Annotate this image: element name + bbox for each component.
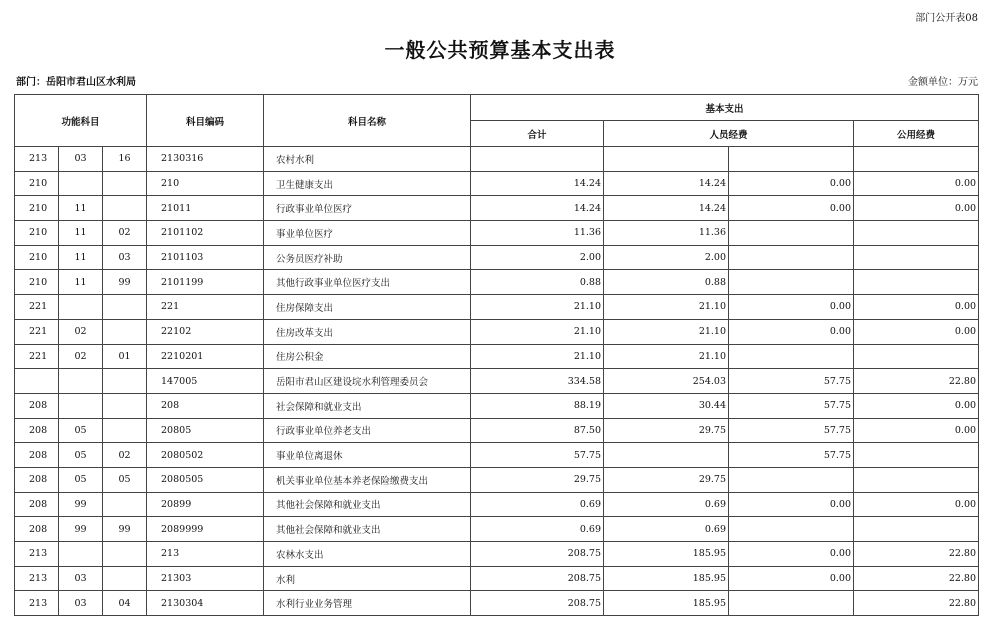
cell-sub: 01 (103, 344, 147, 369)
cell-personnel: 185.95 (604, 542, 729, 567)
cell-item (59, 393, 103, 418)
cell-code: 22102 (147, 319, 264, 344)
cell-class: 210 (15, 270, 59, 295)
table-row (15, 319, 979, 344)
cell-public (854, 443, 979, 468)
header-subject-name: 科目名称 (264, 95, 471, 147)
cell-total: 21.10 (471, 319, 604, 344)
table-row (15, 171, 979, 196)
table-row (15, 591, 979, 616)
header-total: 合计 (471, 121, 604, 147)
cell-code: 20805 (147, 418, 264, 443)
cell-class: 213 (15, 566, 59, 591)
cell-total: 14.24 (471, 196, 604, 221)
table-row (15, 147, 979, 172)
cell-item: 11 (59, 196, 103, 221)
cell-public: 0.00 (854, 418, 979, 443)
cell-total: 14.24 (471, 171, 604, 196)
cell-personnel-extra: 0.00 (729, 566, 854, 591)
cell-name: 水利行业业务管理 (264, 591, 471, 616)
cell-class: 208 (15, 492, 59, 517)
cell-name: 水利 (264, 566, 471, 591)
table-row (15, 221, 979, 246)
cell-personnel: 0.69 (604, 517, 729, 542)
cell-total: 0.69 (471, 492, 604, 517)
cell-personnel-extra (729, 517, 854, 542)
cell-code: 213 (147, 542, 264, 567)
cell-name: 农村水利 (264, 147, 471, 172)
cell-class: 213 (15, 591, 59, 616)
cell-total: 87.50 (471, 418, 604, 443)
cell-personnel-extra (729, 344, 854, 369)
cell-item: 99 (59, 517, 103, 542)
cell-item: 99 (59, 492, 103, 517)
cell-item: 02 (59, 344, 103, 369)
cell-item: 02 (59, 319, 103, 344)
cell-code: 21303 (147, 566, 264, 591)
cell-public: 0.00 (854, 393, 979, 418)
cell-class: 208 (15, 443, 59, 468)
cell-personnel (604, 147, 729, 172)
cell-sub: 04 (103, 591, 147, 616)
cell-personnel-extra: 57.75 (729, 369, 854, 394)
cell-class: 213 (15, 542, 59, 567)
cell-code: 2089999 (147, 517, 264, 542)
cell-total: 208.75 (471, 542, 604, 567)
cell-item (59, 295, 103, 320)
cell-personnel-extra: 0.00 (729, 295, 854, 320)
cell-total: 208.75 (471, 566, 604, 591)
cell-sub (103, 393, 147, 418)
table-row (15, 245, 979, 270)
cell-personnel-extra: 57.75 (729, 443, 854, 468)
cell-code: 147005 (147, 369, 264, 394)
cell-public: 0.00 (854, 196, 979, 221)
header-func-subject: 功能科目 (15, 95, 147, 147)
cell-code: 210 (147, 171, 264, 196)
cell-sub (103, 319, 147, 344)
cell-name: 住房改革支出 (264, 319, 471, 344)
table-row (15, 566, 979, 591)
cell-item: 11 (59, 221, 103, 246)
cell-personnel-extra: 57.75 (729, 393, 854, 418)
cell-personnel: 185.95 (604, 566, 729, 591)
table-row (15, 443, 979, 468)
cell-name: 行政事业单位医疗 (264, 196, 471, 221)
cell-class: 221 (15, 295, 59, 320)
cell-sub: 02 (103, 221, 147, 246)
cell-personnel-extra (729, 245, 854, 270)
cell-class: 221 (15, 344, 59, 369)
cell-item (59, 369, 103, 394)
cell-name: 岳阳市君山区建设垸水利管理委员会 (264, 369, 471, 394)
cell-sub (103, 171, 147, 196)
cell-code: 2101199 (147, 270, 264, 295)
table-row (15, 393, 979, 418)
cell-total: 208.75 (471, 591, 604, 616)
cell-personnel: 185.95 (604, 591, 729, 616)
cell-sub: 03 (103, 245, 147, 270)
cell-class (15, 369, 59, 394)
cell-sub (103, 566, 147, 591)
cell-sub (103, 542, 147, 567)
page-title: 一般公共预算基本支出表 (384, 38, 616, 62)
cell-class: 221 (15, 319, 59, 344)
cell-name: 事业单位离退休 (264, 443, 471, 468)
cell-public: 22.80 (854, 566, 979, 591)
cell-class: 210 (15, 171, 59, 196)
cell-total: 0.69 (471, 517, 604, 542)
budget-table (14, 94, 979, 616)
cell-code: 21011 (147, 196, 264, 221)
cell-name: 住房保障支出 (264, 295, 471, 320)
cell-public: 0.00 (854, 295, 979, 320)
department-label: 部门：岳阳市君山区水利局 (16, 77, 136, 88)
cell-public: 0.00 (854, 319, 979, 344)
cell-name: 其他行政事业单位医疗支出 (264, 270, 471, 295)
cell-public: 0.00 (854, 492, 979, 517)
cell-public: 0.00 (854, 171, 979, 196)
cell-class: 208 (15, 418, 59, 443)
cell-sub: 05 (103, 467, 147, 492)
cell-personnel-extra (729, 467, 854, 492)
cell-personnel-extra: 0.00 (729, 196, 854, 221)
cell-personnel: 0.69 (604, 492, 729, 517)
cell-total: 0.88 (471, 270, 604, 295)
cell-personnel: 0.88 (604, 270, 729, 295)
cell-item: 11 (59, 245, 103, 270)
cell-code: 208 (147, 393, 264, 418)
table-row (15, 517, 979, 542)
cell-sub (103, 369, 147, 394)
table-row (15, 270, 979, 295)
cell-code: 2101103 (147, 245, 264, 270)
cell-class: 210 (15, 221, 59, 246)
cell-item: 03 (59, 591, 103, 616)
cell-name: 公务员医疗补助 (264, 245, 471, 270)
cell-personnel: 11.36 (604, 221, 729, 246)
table-row (15, 542, 979, 567)
cell-public (854, 221, 979, 246)
cell-personnel: 21.10 (604, 344, 729, 369)
cell-item (59, 171, 103, 196)
cell-item: 05 (59, 418, 103, 443)
cell-total: 334.58 (471, 369, 604, 394)
cell-sub: 16 (103, 147, 147, 172)
cell-personnel-extra: 0.00 (729, 542, 854, 567)
cell-personnel-extra (729, 147, 854, 172)
header-basic-expense: 基本支出 (471, 95, 979, 121)
table-row (15, 467, 979, 492)
header-subject-code: 科目编码 (147, 95, 264, 147)
table-row (15, 295, 979, 320)
cell-item: 11 (59, 270, 103, 295)
cell-total: 29.75 (471, 467, 604, 492)
cell-total: 21.10 (471, 295, 604, 320)
cell-total: 57.75 (471, 443, 604, 468)
cell-personnel: 21.10 (604, 295, 729, 320)
cell-class: 208 (15, 393, 59, 418)
table-number-label: 部门公开表08 (915, 13, 978, 24)
cell-name: 卫生健康支出 (264, 171, 471, 196)
cell-public (854, 517, 979, 542)
cell-code: 20899 (147, 492, 264, 517)
cell-name: 住房公积金 (264, 344, 471, 369)
cell-personnel-extra: 0.00 (729, 319, 854, 344)
cell-personnel: 2.00 (604, 245, 729, 270)
cell-item: 03 (59, 566, 103, 591)
cell-public (854, 467, 979, 492)
cell-personnel: 254.03 (604, 369, 729, 394)
cell-personnel: 14.24 (604, 196, 729, 221)
cell-name: 其他社会保障和就业支出 (264, 492, 471, 517)
cell-class: 208 (15, 467, 59, 492)
cell-code: 2101102 (147, 221, 264, 246)
cell-personnel (604, 443, 729, 468)
cell-personnel-extra: 0.00 (729, 171, 854, 196)
cell-name: 其他社会保障和就业支出 (264, 517, 471, 542)
cell-code: 2080502 (147, 443, 264, 468)
cell-public (854, 245, 979, 270)
cell-code: 2130304 (147, 591, 264, 616)
header-personnel: 人员经费 (604, 121, 854, 147)
cell-personnel: 21.10 (604, 319, 729, 344)
cell-class: 210 (15, 196, 59, 221)
cell-item (59, 542, 103, 567)
unit-label: 金额单位：万元 (908, 77, 978, 88)
cell-name: 机关事业单位基本养老保险缴费支出 (264, 467, 471, 492)
cell-personnel: 29.75 (604, 467, 729, 492)
cell-code: 2210201 (147, 344, 264, 369)
cell-personnel-extra (729, 591, 854, 616)
cell-personnel-extra: 57.75 (729, 418, 854, 443)
cell-public (854, 344, 979, 369)
table-row (15, 492, 979, 517)
table-row (15, 196, 979, 221)
cell-personnel: 30.44 (604, 393, 729, 418)
cell-code: 2080505 (147, 467, 264, 492)
cell-class: 210 (15, 245, 59, 270)
cell-sub (103, 295, 147, 320)
cell-personnel-extra: 0.00 (729, 492, 854, 517)
cell-public: 22.80 (854, 369, 979, 394)
cell-sub: 99 (103, 270, 147, 295)
cell-total: 11.36 (471, 221, 604, 246)
cell-sub (103, 418, 147, 443)
table-row (15, 418, 979, 443)
cell-public: 22.80 (854, 591, 979, 616)
cell-sub (103, 492, 147, 517)
cell-item: 05 (59, 467, 103, 492)
cell-personnel: 14.24 (604, 171, 729, 196)
cell-personnel: 29.75 (604, 418, 729, 443)
cell-sub: 99 (103, 517, 147, 542)
cell-sub (103, 196, 147, 221)
cell-personnel-extra (729, 270, 854, 295)
cell-name: 事业单位医疗 (264, 221, 471, 246)
cell-public: 22.80 (854, 542, 979, 567)
cell-name: 行政事业单位养老支出 (264, 418, 471, 443)
cell-public (854, 270, 979, 295)
cell-name: 社会保障和就业支出 (264, 393, 471, 418)
cell-item: 05 (59, 443, 103, 468)
header-public: 公用经费 (854, 121, 979, 147)
cell-total: 2.00 (471, 245, 604, 270)
cell-total (471, 147, 604, 172)
cell-class: 208 (15, 517, 59, 542)
cell-public (854, 147, 979, 172)
table-row (15, 344, 979, 369)
cell-personnel-extra (729, 221, 854, 246)
cell-item: 03 (59, 147, 103, 172)
table-row (15, 369, 979, 394)
cell-code: 2130316 (147, 147, 264, 172)
cell-total: 21.10 (471, 344, 604, 369)
cell-code: 221 (147, 295, 264, 320)
cell-name: 农林水支出 (264, 542, 471, 567)
cell-total: 88.19 (471, 393, 604, 418)
cell-sub: 02 (103, 443, 147, 468)
cell-class: 213 (15, 147, 59, 172)
